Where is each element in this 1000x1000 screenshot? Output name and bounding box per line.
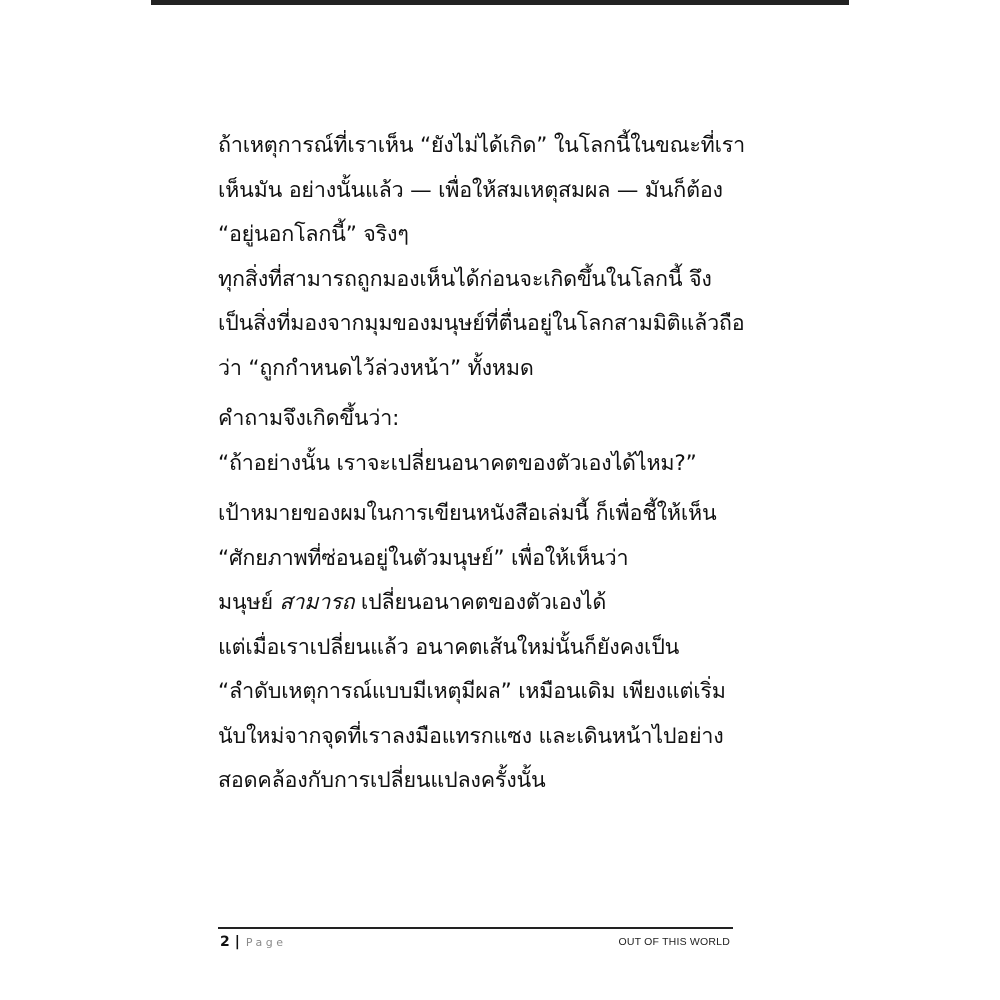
text-line: เห็นมัน อย่างนั้นแล้ว — เพื่อให้สมเหตุสมผล — มันก็ต้อง <box>218 177 723 203</box>
paragraph-2 <box>218 397 758 486</box>
footer-separator: | <box>234 934 240 950</box>
page-footer-number <box>220 933 287 952</box>
text-line: แต่เมื่อเราเปลี่ยนแล้ว อนาคตเส้นใหม่นั้นก็ยังคงเป็น <box>218 634 680 660</box>
text-line: นับใหม่จากจุดที่เราลงมือแทรกแซง และเดินหน้าไปอย่าง <box>218 723 724 749</box>
text-line: คำถามจึงเกิดขึ้นว่า: <box>218 406 400 431</box>
text-line-with-italic <box>218 581 758 626</box>
paragraph-3 <box>218 492 758 804</box>
page-body <box>218 124 758 804</box>
text-line: สอดคล้องกับการเปลี่ยนแปลงครั้งนั้น <box>218 768 546 793</box>
text-line: ถ้าเหตุการณ์ที่เราเห็น “ยังไม่ได้เกิด” ในโลกนี้ในขณะที่เรา <box>218 133 746 158</box>
text-line: “อยู่นอกโลกนี้” จริงๆ <box>218 222 409 247</box>
text-line: เป็นสิ่งที่มองจากมุมของมนุษย์ที่ตื่นอยู่ในโลกสามมิติแล้วถือ <box>218 311 745 336</box>
text-line: เป้าหมายของผมในการเขียนหนังสือเล่มนี้ ก็เพื่อชี้ให้เห็น <box>218 501 717 526</box>
text-line: ทุกสิ่งที่สามารถถูกมองเห็นได้ก่อนจะเกิดขึ้นในโลกนี้ จึง <box>218 266 712 292</box>
top-rule <box>151 0 849 5</box>
text-segment: มนุษย์ <box>218 590 280 615</box>
book-title: OUT OF THIS WORLD <box>618 936 730 948</box>
footer-rule <box>218 927 733 929</box>
page-number: 2 <box>220 934 230 950</box>
text-line: “ศักยภาพที่ซ่อนอยู่ในตัวมนุษย์” เพื่อให้เห็นว่า <box>218 545 629 571</box>
italic-emphasis: สามารถ <box>279 590 355 615</box>
text-line: ว่า “ถูกกำหนดไว้ล่วงหน้า” ทั้งหมด <box>218 355 534 381</box>
page-label: Page <box>245 936 287 949</box>
text-line: “ลำดับเหตุการณ์แบบมีเหตุมีผล” เหมือนเดิม เพียงแต่เริ่ม <box>218 679 726 704</box>
paragraph-1 <box>218 124 758 391</box>
text-line: “ถ้าอย่างนั้น เราจะเปลี่ยนอนาคตของตัวเองได้ไหม?” <box>218 450 697 476</box>
text-segment: เปลี่ยนอนาคตของตัวเองได้ <box>354 590 607 615</box>
